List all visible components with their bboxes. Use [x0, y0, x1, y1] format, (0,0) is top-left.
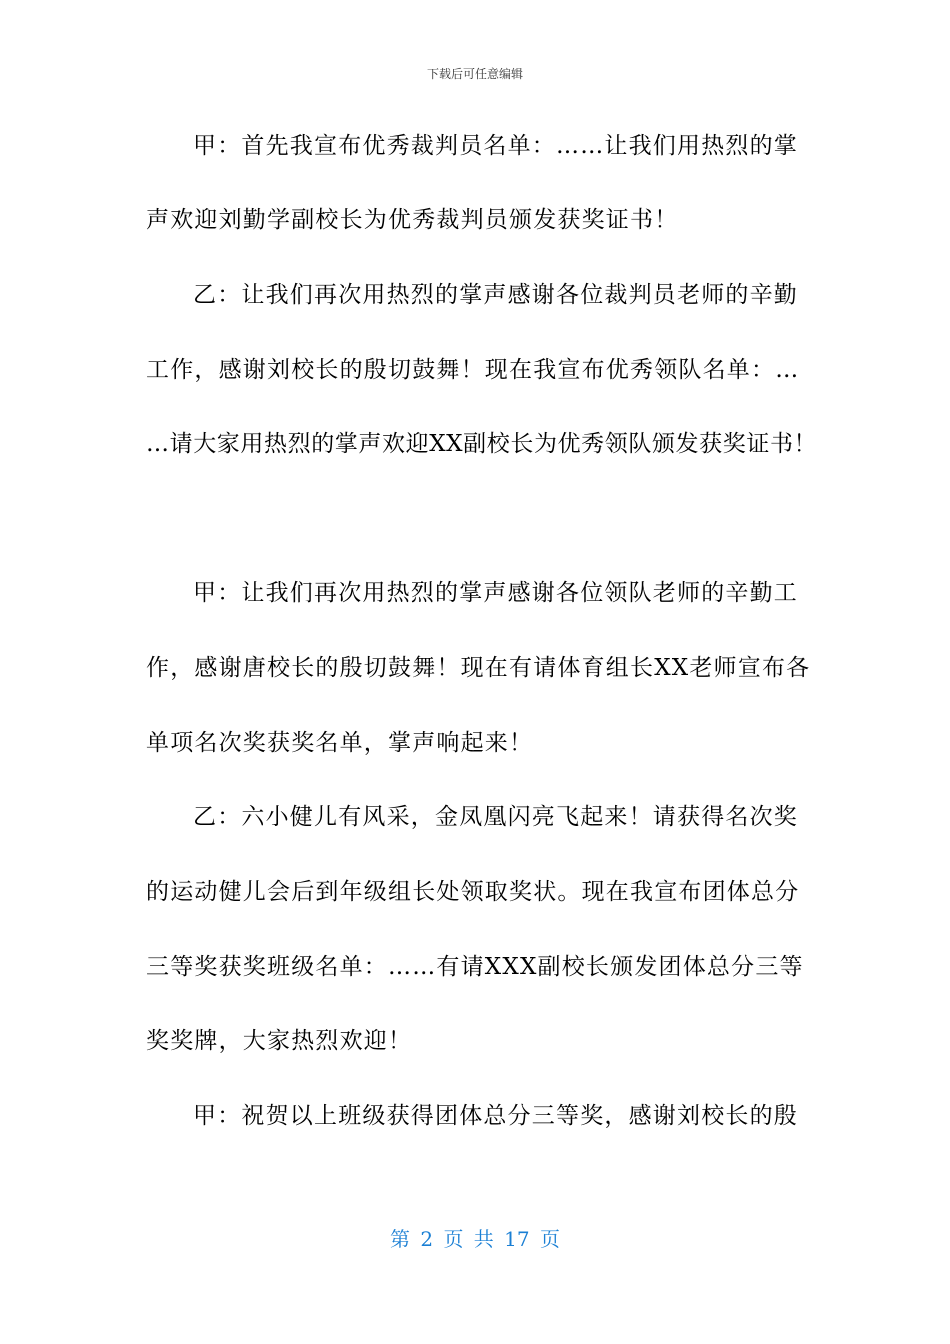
- body-line-7: 作，感谢唐校长的殷切鼓舞！现在有请体育组长XX老师宣布各: [146, 655, 811, 681]
- body-line-10: 的运动健儿会后到年级组长处领取奖状。现在我宣布团体总分: [146, 879, 800, 905]
- page-number-footer: 第 2 页 共 17 页: [390, 1227, 560, 1251]
- body-line-6: 甲：让我们再次用热烈的掌声感谢各位领队老师的辛勤工: [193, 580, 798, 606]
- body-line-5: …请大家用热烈的掌声欢迎XX副校长为优秀领队颁发获奖证书！: [146, 431, 818, 457]
- body-line-13: 甲：祝贺以上班级获得团体总分三等奖，感谢刘校长的殷: [193, 1103, 798, 1129]
- page-header: 下载后可任意编辑: [426, 67, 523, 81]
- body-line-11: 三等奖获奖班级名单：……有请XXX副校长颁发团体总分三等: [146, 954, 804, 980]
- body-line-4: 工作，感谢刘校长的殷切鼓舞！现在我宣布优秀领队名单：…: [146, 357, 800, 383]
- body-line-3: 乙：让我们再次用热烈的掌声感谢各位裁判员老师的辛勤: [193, 282, 798, 308]
- body-line-1: 甲：首先我宣布优秀裁判员名单：……让我们用热烈的掌: [193, 133, 798, 159]
- body-line-2: 声欢迎刘勤学副校长为优秀裁判员颁发获奖证书！: [146, 207, 679, 233]
- body-line-8: 单项名次奖获奖名单，掌声响起来！: [146, 730, 534, 756]
- body-line-9: 乙：六小健儿有风采，金凤凰闪亮飞起来！请获得名次奖: [193, 804, 798, 830]
- body-line-12: 奖奖牌，大家热烈欢迎！: [146, 1028, 413, 1054]
